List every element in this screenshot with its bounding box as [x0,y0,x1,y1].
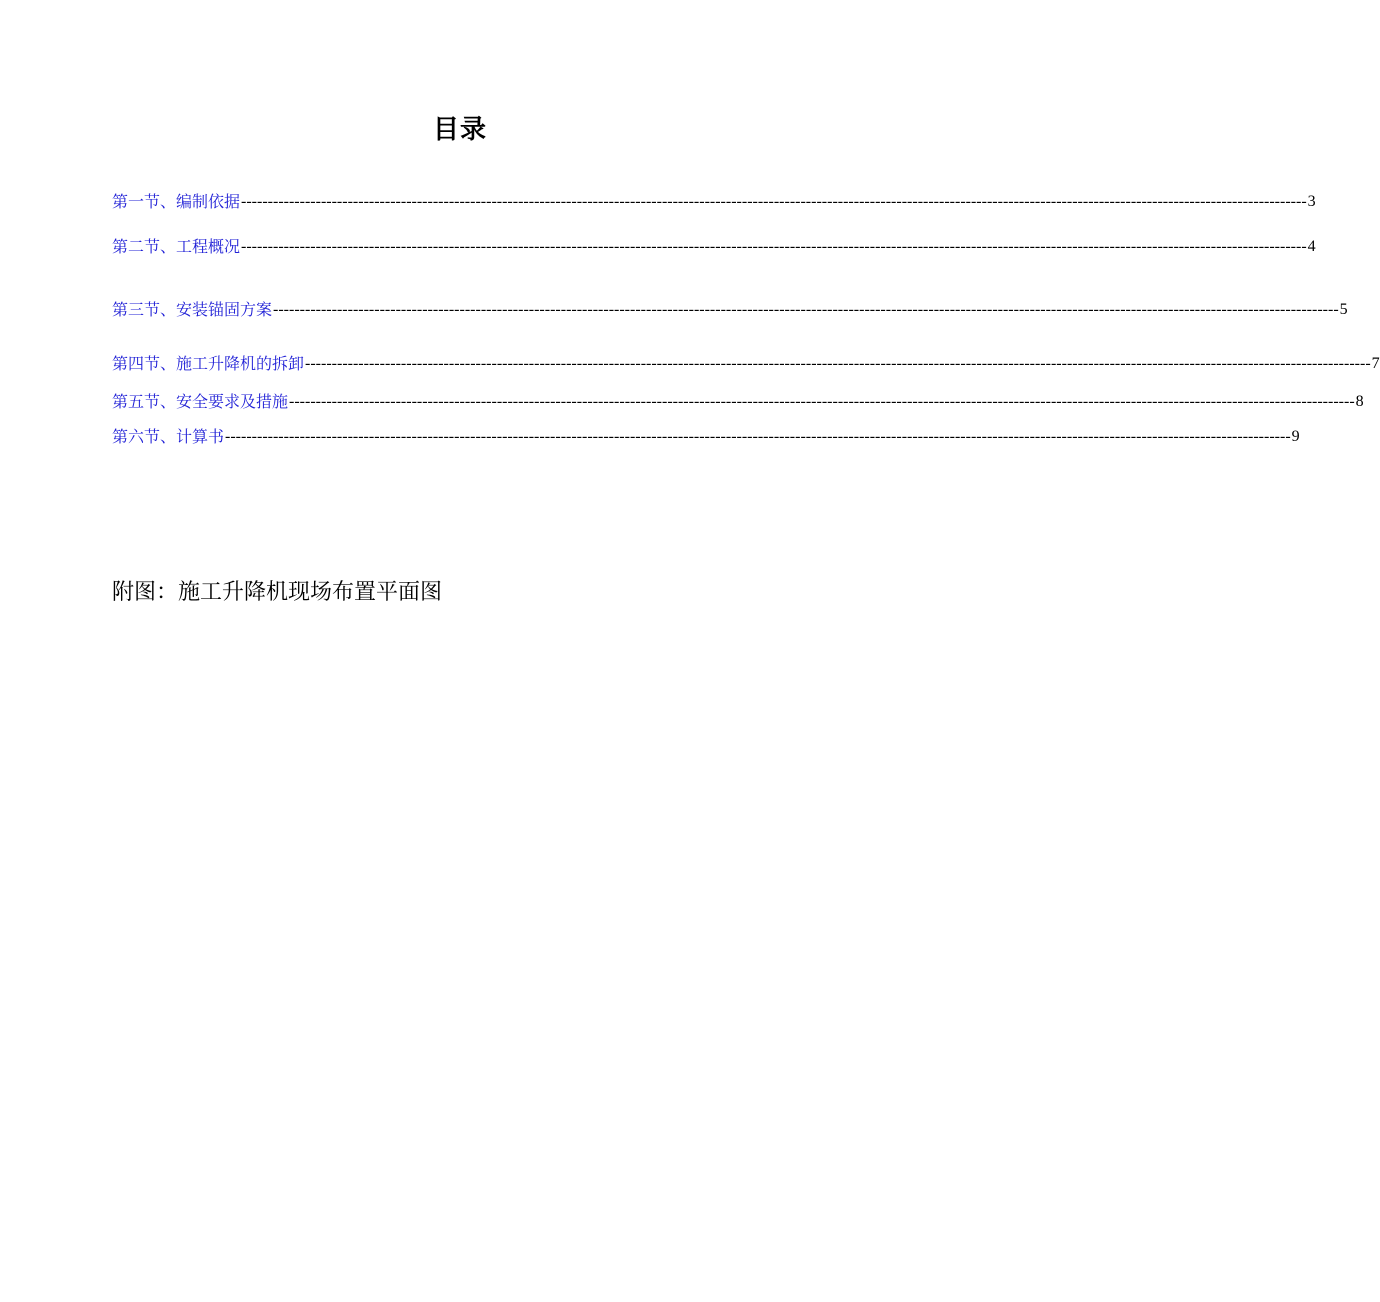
toc-leader-dashes: -------------------------------------------------------------------------------------------------------------------------------------------------------------------------------------------------------- [225,428,1291,445]
toc-leader-dashes: -------------------------------------------------------------------------------------------------------------------------------------------------------------------------------------------------------- [241,193,1307,210]
page-title: 目录 [432,115,487,145]
toc-entry-label[interactable]: 第六节、计算书 [112,427,225,446]
toc-page-number: 4 [1307,238,1316,255]
toc-leader-dashes: -------------------------------------------------------------------------------------------------------------------------------------------------------------------------------------------------------- [289,393,1355,410]
toc-leader-dashes: -------------------------------------------------------------------------------------------------------------------------------------------------------------------------------------------------------- [305,355,1371,372]
toc-entry-label[interactable]: 第二节、工程概况 [112,237,241,256]
toc-entry-4[interactable] [112,353,1380,375]
toc-entry-label[interactable]: 第四节、施工升降机的拆卸 [112,354,305,373]
toc-entry-5[interactable] [112,391,1364,413]
appendix-caption: 附图：施工升降机现场布置平面图 [112,580,443,605]
toc-leader-dashes: -------------------------------------------------------------------------------------------------------------------------------------------------------------------------------------------------------- [241,238,1307,255]
toc-page-number: 7 [1371,355,1380,372]
toc-entry-2[interactable] [112,236,1316,258]
toc-entry-6[interactable] [112,426,1300,448]
toc-page-number: 3 [1307,193,1316,210]
toc-leader-dashes: -------------------------------------------------------------------------------------------------------------------------------------------------------------------------------------------------------- [273,301,1339,318]
toc-entry-label[interactable]: 第三节、安装锚固方案 [112,300,273,319]
toc-page-number: 8 [1355,393,1364,410]
toc-entry-label[interactable]: 第五节、安全要求及措施 [112,392,289,411]
toc-entry-3[interactable] [112,299,1348,321]
toc-entry-1[interactable] [112,191,1316,213]
toc-entry-label[interactable]: 第一节、编制依据 [112,192,241,211]
toc-page-number: 5 [1339,301,1348,318]
toc-page-number: 9 [1291,428,1300,445]
